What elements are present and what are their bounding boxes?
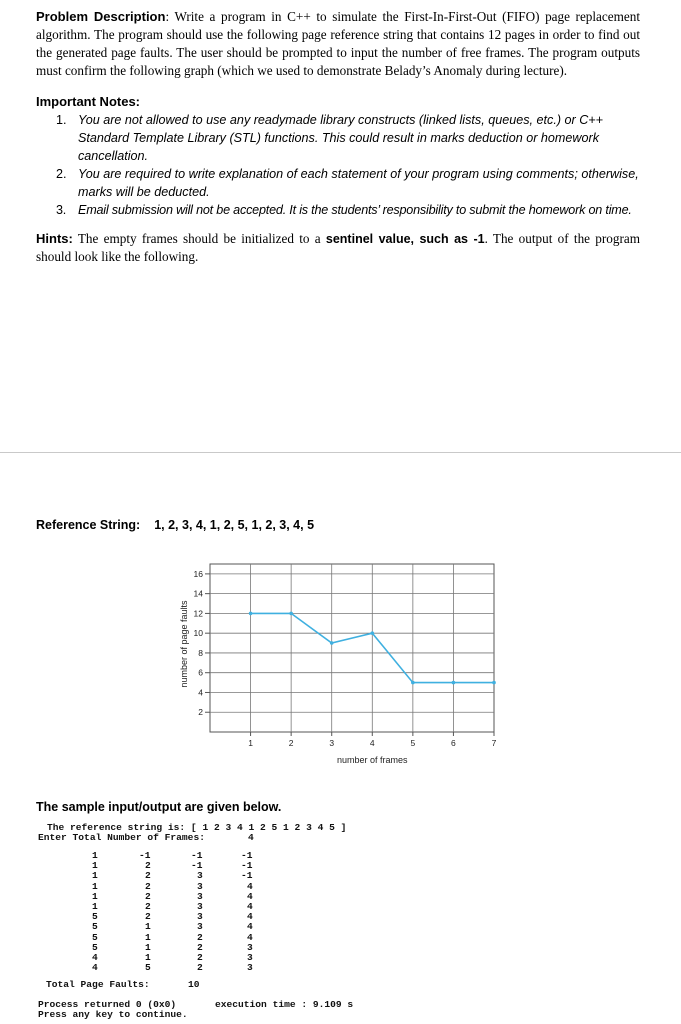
problem-label: Problem Description bbox=[36, 9, 166, 24]
data-point bbox=[330, 641, 334, 645]
console-frame-cell: 1 bbox=[92, 850, 98, 861]
y-axis-label: number of page faults bbox=[179, 600, 189, 688]
data-point bbox=[492, 681, 496, 685]
hints-text-after: . The output of the program should look like the following. bbox=[36, 231, 640, 264]
note-item bbox=[52, 201, 642, 219]
console-frame-cell: 3 bbox=[197, 911, 203, 923]
console-frame-cell: 5 bbox=[92, 941, 98, 953]
console-frame-cell: 1 bbox=[92, 870, 98, 882]
console-frame-cell: 5 bbox=[92, 931, 98, 943]
console-frame-cell: -1 bbox=[191, 850, 203, 861]
console-frame-cell: 5 bbox=[92, 921, 98, 933]
problem-description bbox=[36, 8, 640, 80]
note-item bbox=[52, 165, 642, 201]
console-frame-cell: -1 bbox=[241, 870, 253, 882]
console-frame-cell: 1 bbox=[92, 901, 98, 912]
console-frame-cell: 2 bbox=[145, 880, 151, 892]
console-frame-cell: 5 bbox=[145, 962, 151, 974]
console-frame-cell: 2 bbox=[145, 890, 151, 902]
data-point bbox=[411, 681, 415, 685]
console-frame-cell: 4 bbox=[247, 890, 253, 902]
y-tick-label: 14 bbox=[193, 588, 203, 599]
data-point bbox=[249, 612, 253, 616]
x-tick-label: 1 bbox=[248, 738, 253, 748]
y-tick-label: 12 bbox=[193, 608, 203, 619]
console-total-value: 10 bbox=[188, 979, 200, 990]
hints-text-before: The empty frames should be initialized to a bbox=[72, 231, 326, 246]
problem-text: : Write a program in C++ to simulate the First-In-First-Out (FIFO) page replacement algorithm. The program should use the following page reference string that contains 12 pages in order to find out the generated page faults. The user should be prompted to input the number of free frames. The program outputs must confirm the following graph (which we used to demonstrate Belady’s Anomaly during lecture). bbox=[36, 9, 640, 78]
console-frame-cell: 2 bbox=[145, 860, 151, 872]
console-frame-cell: 3 bbox=[197, 890, 203, 902]
y-tick-label: 8 bbox=[198, 647, 203, 658]
y-tick-label: 4 bbox=[198, 687, 203, 698]
console-frame-cell: -1 bbox=[241, 860, 253, 872]
data-point bbox=[289, 612, 293, 616]
console-frame-cell: 4 bbox=[92, 962, 98, 974]
console-frame-cell: 2 bbox=[197, 962, 203, 974]
console-frame-cell: 4 bbox=[247, 880, 253, 892]
x-tick-label: 4 bbox=[369, 738, 375, 748]
notes-list bbox=[52, 111, 642, 219]
console-total-label: Total Page Faults: bbox=[46, 979, 150, 990]
console-frame-cell: 4 bbox=[247, 921, 253, 933]
y-tick-label: 16 bbox=[193, 568, 203, 579]
console-frame-cell: 3 bbox=[197, 880, 203, 892]
console-frame-cell: 3 bbox=[197, 921, 203, 933]
note-text: You are not allowed to use any readymade library constructs (linked lists, queues, etc.) or C++ Standard Template Library (STL) functions. This could result in marks deduction or homework cancellation. bbox=[78, 113, 604, 163]
console-frame-cell: -1 bbox=[139, 850, 151, 861]
reference-value: 1, 2, 3, 4, 1, 2, 5, 1, 2, 3, 4, 5 bbox=[154, 518, 315, 532]
x-tick-label: 2 bbox=[288, 738, 294, 748]
data-point bbox=[370, 631, 374, 635]
console-frame-cell: 2 bbox=[145, 901, 151, 912]
page-divider bbox=[0, 452, 681, 453]
console-frame-cell: 1 bbox=[92, 880, 98, 892]
x-tick-label: 5 bbox=[410, 738, 416, 748]
console-frame-cell: 4 bbox=[247, 911, 253, 923]
plot-frame bbox=[210, 564, 494, 732]
console-frame-cell: 3 bbox=[247, 941, 253, 953]
data-point bbox=[452, 681, 456, 685]
console-frame-cell: 2 bbox=[197, 941, 203, 953]
console-frame-cell: 4 bbox=[247, 931, 253, 943]
console-frame-cell: -1 bbox=[191, 860, 203, 872]
console-frame-cell: 3 bbox=[197, 870, 203, 882]
hints-sentinel: sentinel value, such as -1 bbox=[325, 232, 485, 246]
note-number: 1. bbox=[56, 113, 67, 127]
reference-label: Reference String: bbox=[36, 518, 141, 532]
console-press-line: Press any key to continue. bbox=[38, 1009, 188, 1020]
notes-title: Important Notes: bbox=[36, 94, 140, 109]
console-process-line: Process returned 0 (0x0) bbox=[38, 999, 177, 1010]
console-exec-time: execution time : 9.109 s bbox=[215, 999, 354, 1010]
y-tick-label: 2 bbox=[198, 707, 203, 718]
note-item bbox=[52, 111, 642, 165]
page-fault-chart bbox=[170, 558, 510, 770]
console-frame-cell: 1 bbox=[145, 921, 151, 933]
x-axis-label: number of frames bbox=[337, 755, 408, 765]
console-frame-cell: 5 bbox=[92, 911, 98, 923]
hints-label: Hints: bbox=[36, 231, 73, 246]
console-frame-cell: 2 bbox=[145, 870, 151, 882]
note-number: 3. bbox=[56, 203, 67, 217]
console-frame-cell: 4 bbox=[247, 901, 253, 912]
console-frame-cell: 1 bbox=[145, 931, 151, 943]
x-tick-label: 7 bbox=[491, 738, 497, 748]
y-tick-label: 10 bbox=[193, 628, 203, 639]
console-frame-cell: 2 bbox=[145, 911, 151, 923]
note-number: 2. bbox=[56, 167, 67, 181]
note-text: You are required to write explanation of each statement of your program using comments; otherwise, marks will be deducted. bbox=[78, 167, 639, 199]
console-frame-cell: 1 bbox=[145, 941, 151, 953]
console-frames-value: 4 bbox=[248, 832, 254, 843]
sample-title: The sample input/output are given below. bbox=[36, 800, 282, 814]
console-frame-cell: 1 bbox=[92, 860, 98, 872]
console-frame-cell: 2 bbox=[197, 952, 203, 963]
console-reference-line: The reference string is: [ 1 2 3 4 1 2 5 1 2 3 4 5 ] bbox=[47, 822, 347, 833]
console-frame-cell: 1 bbox=[92, 890, 98, 902]
console-frames-prompt: Enter Total Number of Frames: bbox=[38, 832, 205, 843]
console-frame-cell: 3 bbox=[197, 901, 203, 912]
x-tick-label: 6 bbox=[451, 738, 456, 748]
console-frame-cell: 3 bbox=[247, 962, 253, 974]
console-frame-cell: 3 bbox=[247, 952, 253, 963]
console-frame-cell: 1 bbox=[145, 952, 151, 963]
hints-paragraph bbox=[36, 230, 640, 266]
console-frame-cell: -1 bbox=[241, 850, 253, 861]
console-frame-cell: 4 bbox=[92, 952, 98, 963]
y-tick-label: 6 bbox=[198, 667, 203, 678]
console-frame-cell: 2 bbox=[197, 931, 203, 943]
note-text: Email submission will not be accepted. It is the students’ responsibility to submit the homework on time. bbox=[78, 203, 632, 217]
x-tick-label: 3 bbox=[329, 738, 335, 748]
reference-string bbox=[36, 518, 314, 532]
